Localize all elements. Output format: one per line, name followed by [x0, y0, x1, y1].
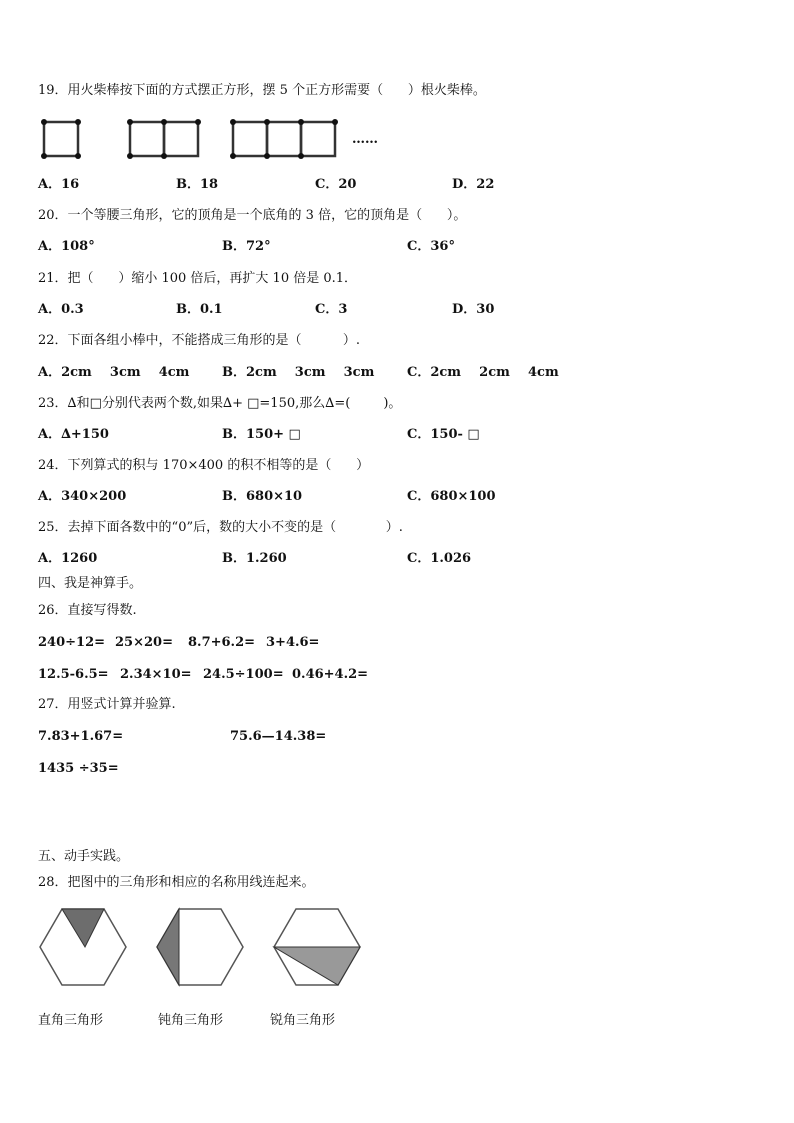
q26-item: 8.7+6.2= [188, 635, 256, 650]
q24-option-b[interactable]: B．680×10 [222, 489, 303, 504]
q21-option-b[interactable]: B．0.1 [176, 302, 223, 317]
hexagon-acute-triangle-figure [274, 907, 364, 987]
matchstick-square [233, 122, 267, 156]
matchstick-square [44, 122, 78, 156]
q26-stem: 26．直接写得数. [38, 603, 137, 618]
q28-stem: 28．把图中的三角形和相应的名称用线连起来。 [38, 875, 315, 890]
matchstick-square [130, 122, 164, 156]
q27-item: 75.6—14.38= [230, 729, 327, 744]
q22-option-a[interactable]: A．2cm 3cm 4cm [38, 365, 190, 380]
q21-option-a[interactable]: A．0.3 [38, 302, 84, 317]
q27-item: 1435 ÷35= [38, 761, 119, 776]
q21-stem: 21．把（ ）缩小 100 倍后，再扩大 10 倍是 0.1． [38, 271, 358, 286]
obtuse-triangle-label: 钝角三角形 [158, 1013, 224, 1028]
q26-item: 0.46+4.2= [292, 667, 369, 682]
q19-stem: 19．用火柴棒按下面的方式摆正方形，摆 5 个正方形需要（ ）根火柴棒。 [38, 83, 486, 98]
hexagon-right-triangle-figure [40, 907, 130, 987]
q26-item: 24.5÷100= [203, 667, 284, 682]
q20-option-a[interactable]: A．108° [38, 239, 95, 254]
q22-option-c[interactable]: C．2cm 2cm 4cm [407, 365, 559, 380]
q23-stem: 23．∆和□分别代表两个数,如果∆+ □=150,那么∆=( )。 [38, 396, 402, 411]
q26-item: 3+4.6= [266, 635, 320, 650]
q20-option-c[interactable]: C．36° [407, 239, 455, 254]
matchstick-square [301, 122, 335, 156]
q23-option-c[interactable]: C．150- □ [407, 427, 480, 442]
q26-item: 12.5-6.5= [38, 667, 109, 682]
q25-option-c[interactable]: C．1.026 [407, 551, 472, 566]
q20-option-b[interactable]: B．72° [222, 239, 271, 254]
q27-item: 7.83+1.67= [38, 729, 124, 744]
continuation-dots: …… [352, 132, 378, 147]
q21-option-c[interactable]: C．3 [315, 302, 348, 317]
q24-option-a[interactable]: A．340×200 [38, 489, 127, 504]
section-5-heading: 五、动手实践。 [38, 849, 130, 864]
q19-option-a[interactable]: A．16 [38, 177, 80, 192]
right-triangle-label: 直角三角形 [38, 1013, 104, 1028]
q19-option-b[interactable]: B．18 [176, 177, 219, 192]
q25-option-b[interactable]: B．1.260 [222, 551, 287, 566]
q19-option-c[interactable]: C．20 [315, 177, 357, 192]
q26-item: 25×20= [115, 635, 173, 650]
q26-item: 240÷12= [38, 635, 106, 650]
hexagon-obtuse-triangle-figure [157, 907, 247, 987]
q26-item: 2.34×10= [120, 667, 192, 682]
q22-option-b[interactable]: B．2cm 3cm 3cm [222, 365, 375, 380]
section-4-heading: 四、我是神算手。 [38, 576, 143, 591]
q25-stem: 25．去掉下面各数中的“0”后，数的大小不变的是（ ）. [38, 520, 403, 535]
q23-option-b[interactable]: B．150+ □ [222, 427, 301, 442]
q24-option-c[interactable]: C．680×100 [407, 489, 496, 504]
q27-stem: 27．用竖式计算并验算. [38, 697, 176, 712]
q20-stem: 20．一个等腰三角形，它的顶角是一个底角的 3 倍，它的顶角是（ ）。 [38, 208, 467, 223]
q25-option-a[interactable]: A．1260 [38, 551, 98, 566]
q23-option-a[interactable]: A．∆+150 [38, 427, 109, 442]
matchstick-square [164, 122, 198, 156]
q19-option-d[interactable]: D．22 [452, 177, 495, 192]
q21-option-d[interactable]: D．30 [452, 302, 495, 317]
matchstick-square [267, 122, 301, 156]
q22-stem: 22．下面各组小棒中，不能搭成三角形的是（ ）. [38, 333, 360, 348]
q24-stem: 24．下列算式的积与 170×400 的积不相等的是（ ） [38, 458, 370, 473]
acute-triangle-label: 锐角三角形 [270, 1013, 336, 1028]
matchstick-squares-figure [38, 116, 398, 166]
